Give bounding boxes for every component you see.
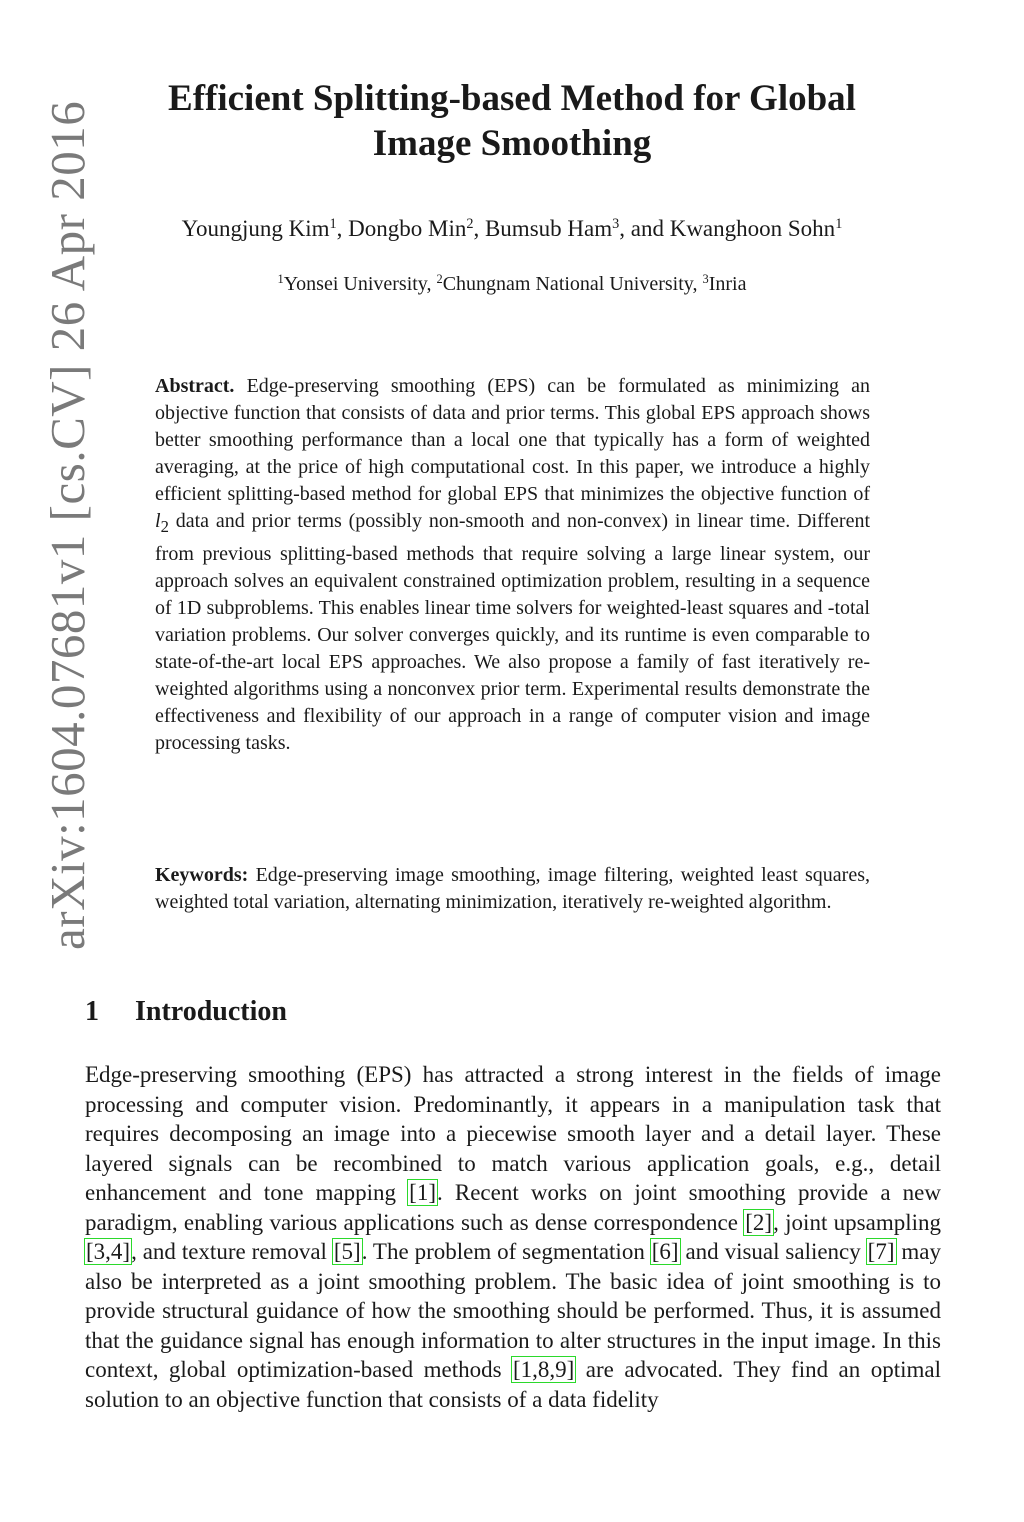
- intro-text: may also be interpreted as a joint smoothing problem. The basic idea of joint smoothing is to provide structural guidance of how the smoothing should be performed. Thus, it is assumed that the guidance signal has enough information to alter structures in the input image. In this context, global optimization-based methods: [85, 1239, 941, 1382]
- affil-mark: 1: [277, 272, 284, 287]
- citation-link[interactable]: [2]: [745, 1209, 773, 1235]
- section-number: 1: [85, 996, 99, 1027]
- author-separator: ,: [336, 216, 349, 241]
- intro-text: , joint upsampling: [773, 1209, 941, 1235]
- keywords-label: Keywords:: [155, 864, 249, 886]
- abstract: [155, 373, 870, 757]
- abstract-label: Abstract.: [155, 375, 235, 397]
- author-name: Dongbo Min: [348, 216, 467, 241]
- title-line-2: Image Smoothing: [372, 123, 652, 164]
- citation-link[interactable]: [3,4]: [86, 1239, 131, 1264]
- intro-text: . The problem of segmentation: [361, 1239, 651, 1264]
- paper-title: [100, 76, 924, 166]
- citation-link[interactable]: [7]: [867, 1239, 895, 1264]
- author-separator: ,: [473, 216, 485, 241]
- citation-link[interactable]: [6]: [651, 1239, 679, 1264]
- author-name: Kwanghoon Sohn: [669, 216, 836, 241]
- affil-separator: ,: [692, 273, 703, 295]
- affil-mark: 2: [436, 272, 443, 287]
- abstract-text: Edge-preserving smoothing (EPS) can be formulated as minimizing an objective function that consists of data and prior terms. This global EPS approach shows better smoothing performance than a local one that typically has a form of weighted averaging, at the price of high computational cost. In this paper, we introduce a highly efficient splitting-based method for global EPS that minimizes the objective function of: [155, 375, 870, 506]
- title-line-1: Efficient Splitting-based Method for Global: [168, 78, 856, 119]
- author-affil-mark: 3: [612, 216, 620, 233]
- affiliation-name: Yonsei University: [283, 273, 427, 295]
- citation-link[interactable]: [5]: [333, 1239, 361, 1264]
- keywords-text: Edge-preserving image smoothing, image filtering, weighted least squares, weighted total variation, alternating minimization, iteratively re-weighted algorithm.: [155, 864, 870, 914]
- author-affil-mark: 2: [466, 216, 474, 233]
- intro-text: , and texture removal: [131, 1239, 333, 1264]
- affil-separator: ,: [426, 273, 437, 295]
- introduction-paragraph: [85, 1060, 941, 1414]
- intro-text: Edge-preserving smoothing (EPS) has attracted a strong interest in the fields of image processing and computer vision. Predominantly, it appears in a manipulation task that requires decomposing an image into a piecewise smooth layer and a detail layer. These layered signals can be recombined to match various application goals, e.g., detail enhancement and tone mapping: [85, 1062, 941, 1205]
- section-title: Introduction: [135, 996, 287, 1027]
- citation-link[interactable]: [1,8,9]: [513, 1357, 575, 1382]
- author-affil-mark: 1: [835, 216, 843, 233]
- author-list: [80, 214, 944, 244]
- citation-link[interactable]: [1]: [409, 1180, 436, 1205]
- intro-text: are advocated. They find an optimal solution to an objective function that consists of a data fidelity: [85, 1357, 941, 1412]
- affil-mark: 3: [702, 272, 709, 287]
- affiliation-name: Inria: [708, 273, 747, 295]
- arxiv-identifier-stamp: arXiv:1604.07681v1 [cs.CV] 26 Apr 2016: [40, 100, 95, 950]
- keywords: [155, 862, 870, 916]
- intro-text: and visual saliency: [679, 1239, 867, 1264]
- section-heading-introduction: [85, 994, 287, 1030]
- math-l2-subscript: 2: [160, 517, 169, 537]
- author-affil-mark: 1: [329, 216, 337, 233]
- affiliation-name: Chungnam National University: [442, 273, 693, 295]
- affiliation-list: [80, 270, 944, 298]
- intro-text: . Recent works on joint smoothing provide a new paradigm, enabling various applications such as dense correspondence: [85, 1180, 941, 1235]
- author-name: Bumsub Ham: [484, 216, 613, 241]
- math-l2-symbol: l: [155, 510, 161, 533]
- author-name: Youngjung Kim: [181, 216, 330, 241]
- author-separator: , and: [619, 216, 670, 241]
- abstract-text-continued: data and prior terms (possibly non-smooth and non-convex) in linear time. Different from previous splitting-based methods that require solving a large linear system, our approach solves an equivalent constrained optimization problem, resulting in a sequence of 1D subproblems. This enables linear time solvers for weighted-least squares and -total variation problems. Our solver converges quickly, and its runtime is even comparable to state-of-the-art local EPS approaches. We also propose a family of fast iteratively re-weighted algorithms using a nonconvex prior term. Experimental results demonstrate the effectiveness and flexibility of our approach in a range of computer vision and image processing tasks.: [155, 510, 870, 755]
